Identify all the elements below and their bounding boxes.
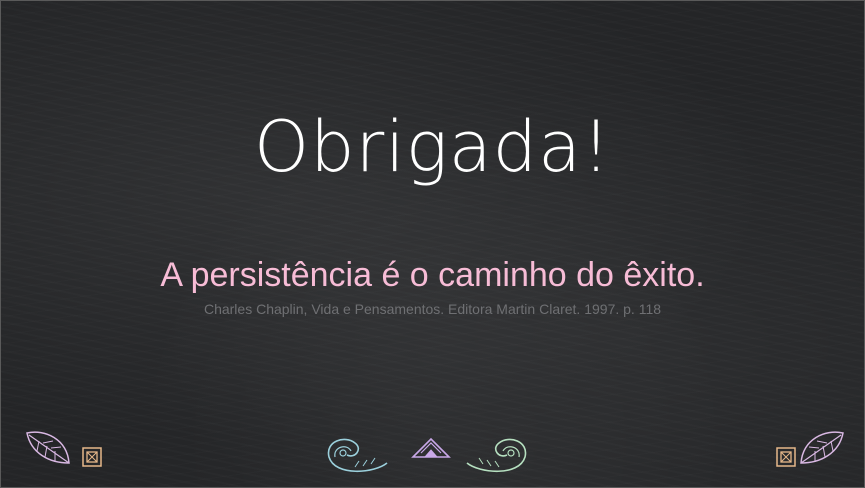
leaf-icon xyxy=(25,429,71,467)
paisley-icon xyxy=(463,433,529,475)
leaf-icon xyxy=(799,429,845,467)
slide-title: Obrigada! xyxy=(253,106,612,188)
square-knot-icon xyxy=(81,446,103,468)
quote-citation: Charles Chaplin, Vida e Pensamentos. Editora Martin Claret. 1997. p. 118 xyxy=(203,301,662,317)
slide-quote: A persistência é o caminho do êxito. xyxy=(160,256,705,294)
square-knot-icon xyxy=(775,446,797,468)
paisley-icon xyxy=(325,433,391,475)
tribal-triangle-icon xyxy=(411,437,451,461)
